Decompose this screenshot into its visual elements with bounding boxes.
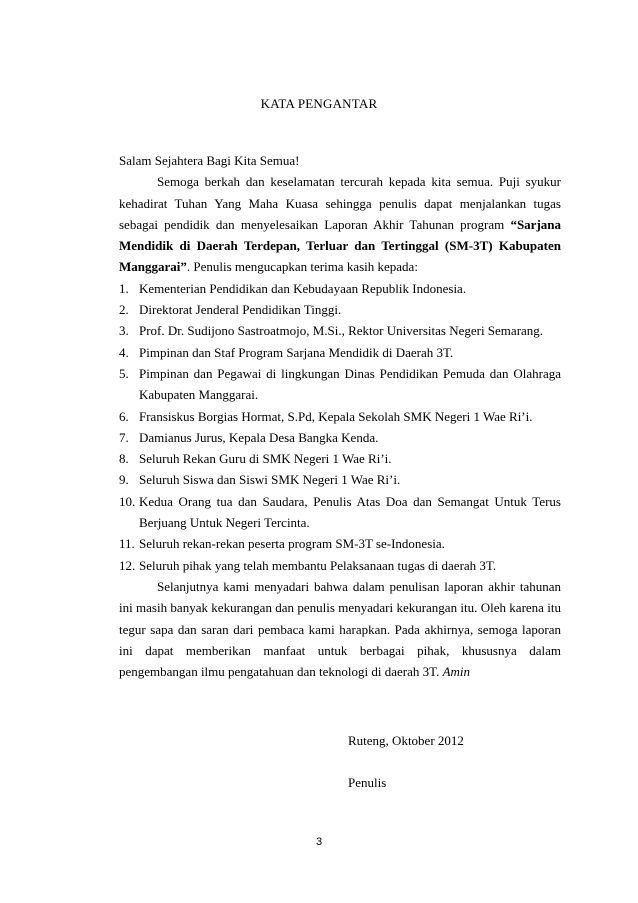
list-item-number: 1.	[119, 280, 129, 296]
page-title: KATA PENGANTAR	[260, 96, 378, 111]
list-item-number: 6.	[119, 408, 129, 424]
list-item-text: Kementerian Pendidikan dan Kebudayaan Republik Indonesia.	[139, 280, 467, 296]
list-item	[119, 427, 561, 448]
list-item-text: Pimpinan dan Staf Program Sarjana Mendidik di Daerah 3T.	[139, 344, 454, 360]
list-item	[119, 363, 561, 406]
list-item-number: 9.	[119, 472, 129, 488]
document-body	[119, 150, 561, 682]
signature-label: Penulis	[348, 775, 387, 790]
program-name: “Sarjana Mendidik di Daerah Terdepan, Terluar dan Tertinggal (SM-3T) Kabupaten Manggarai”	[119, 216, 561, 275]
list-item-text: Seluruh pihak yang telah membantu Pelaksanaan tugas di daerah 3T.	[139, 557, 497, 573]
list-item	[119, 342, 561, 363]
list-item-text: Seluruh rekan-rekan peserta program SM-3T se-Indonesia.	[139, 536, 445, 552]
list-item-text: Damianus Jurus, Kepala Desa Bangka Kenda.	[139, 429, 379, 445]
list-item-number: 7.	[119, 429, 129, 445]
list-item-number: 10.	[119, 493, 136, 509]
list-item	[119, 320, 561, 341]
closing-paragraph	[119, 576, 561, 682]
list-item	[119, 406, 561, 427]
list-item-text: Seluruh Siswa dan Siswi SMK Negeri 1 Wae Ri’i.	[139, 472, 401, 488]
list-item	[119, 469, 561, 490]
list-item-text: Pimpinan dan Pegawai di lingkungan Dinas Pendidikan Pemuda dan Olahraga Kabupaten Manggarai.	[139, 365, 561, 403]
closing-amin: Amin	[442, 664, 471, 680]
list-item-number: 5.	[119, 365, 129, 381]
list-item	[119, 555, 561, 576]
list-item-text: Fransiskus Borgias Hormat, S.Pd, Kepala Sekolah SMK Negeri 1 Wae Ri’i.	[139, 408, 533, 424]
list-item	[119, 533, 561, 554]
thanks-list	[119, 278, 561, 576]
closing-text: Selanjutnya kami menyadari bahwa dalam penulisan laporan akhir tahunan ini masih banyak kekurangan dan penulis menyadari kekurangan itu. Oleh karena itu tegur sapa dan saran dari pembaca kami harapkan. Pada akhirnya, semoga laporan ini dapat memberikan manfaat untuk berbagai pihak, khususnya dalam pengembangan ilmu pengatahuan dan teknologi di daerah 3T.	[119, 578, 561, 680]
list-item	[119, 448, 561, 469]
list-item-text: Kedua Orang tua dan Saudara, Penulis Atas Doa dan Semangat Untuk Terus Berjuang Untuk Negeri Tercinta.	[139, 493, 561, 531]
list-item	[119, 491, 561, 534]
intro-text-end: . Penulis mengucapkan terima kasih kepada:	[186, 259, 418, 275]
list-item-number: 4.	[119, 344, 129, 360]
list-item-number: 2.	[119, 302, 129, 318]
intro-paragraph	[119, 171, 561, 277]
list-item-text: Seluruh Rekan Guru di SMK Negeri 1 Wae Ri’i.	[139, 451, 392, 467]
place-date: Ruteng, Oktober 2012	[348, 733, 464, 748]
list-item-text: Prof. Dr. Sudijono Sastroatmojo, M.Si., Rektor Universitas Negeri Semarang.	[139, 323, 544, 339]
list-item-number: 8.	[119, 451, 129, 467]
list-item-text: Direktorat Jenderal Pendidikan Tinggi.	[139, 302, 342, 318]
intro-text: Semoga berkah dan keselamatan tercurah kepada kita semua. Puji syukur kehadirat Tuhan Yang Maha Kuasa sehingga penulis dapat menjalankan tugas sebagai pendidik dan menyelesaikan Laporan Akhir Tahunan program	[119, 174, 561, 232]
page-number: 3	[315, 836, 323, 848]
list-item	[119, 278, 561, 299]
greeting: Salam Sejahtera Bagi Kita Semua!	[119, 153, 300, 168]
list-item-number: 12.	[119, 557, 136, 573]
list-item	[119, 299, 561, 320]
list-item-number: 3.	[119, 323, 129, 339]
list-item-number: 11.	[119, 536, 135, 552]
